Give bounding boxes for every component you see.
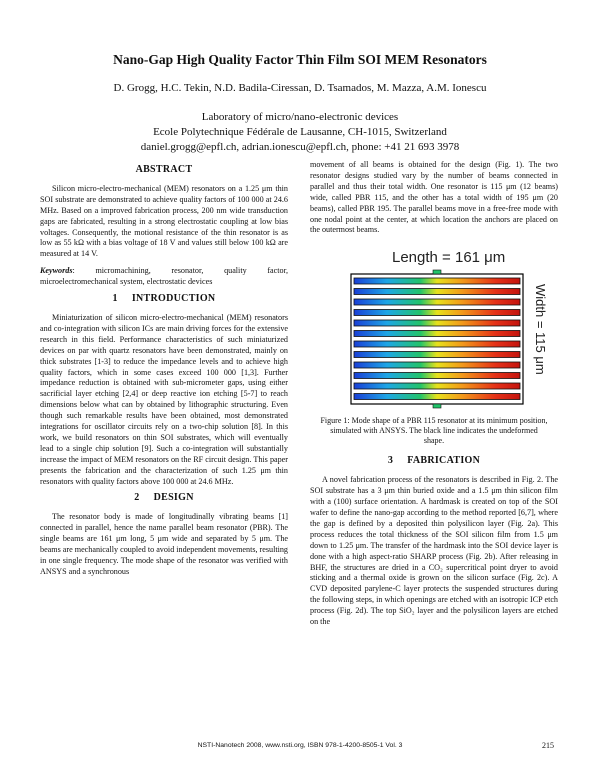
- affiliation-block: [0, 110, 600, 155]
- section-title: DESIGN: [153, 492, 194, 504]
- resonator-beam: [354, 331, 520, 337]
- anchor: [433, 270, 441, 274]
- figure-1: [310, 242, 558, 414]
- section-fabrication-heading: [310, 456, 558, 467]
- intro-text: Miniaturization of silicon micro-electro-mechanical (MEM) resonators and co-integration with silicon ICs are main driving forces for the extensive research in this field. Performance characteristics of such miniaturized devices on par with quartz resonators have been demonstrated, mainly on thick substrates [1-3] to reduce the impedance levels and to achieve high quality factors, which in some cases exceed 100 000 [1,3]. Further impedance reduction is obtained with sub-micrometer gaps, using either sacrificial layer etching [2,4] or deep reactive ion etching [5-7] to reach dimensions below what can by obtained by lithographic structuring. Even though such remarkable results have been obtained, most demonstrated integrations for oscillator circuits rely on a two-chip solution [8]. In this work, we build resonators on thin SOI substrates, which will eventually lead to a single chip solution [9]. Such a co-integration will substantially increase the impact of MEM resonators on the RF circuit design. This paper presents the fabrication and the characterization of such 1.25 μm thin resonators with quality factors above 100 000 at 24.6 MHz.: [40, 312, 288, 486]
- keywords-label: Keywords: [40, 266, 73, 276]
- resonator-beam: [354, 341, 520, 347]
- affiliation-contact: daniel.grogg@epfl.ch, adrian.ionescu@epfl.ch, phone: +41 21 693 3978: [140, 141, 460, 153]
- resonator-beam: [354, 310, 520, 316]
- resonator-beam: [354, 299, 520, 305]
- author-list: D. Grogg, H.C. Tekin, N.D. Badila-Ciressan, D. Tsamados, M. Mazza, A.M. Ionescu: [113, 82, 487, 94]
- left-column: [40, 160, 288, 584]
- resonator-beam: [354, 394, 520, 400]
- design-text: The resonator body is made of longitudinally vibrating beams [1] connected in parallel, hence the name parallel beam resonator (PBR). The single beams are 161 μm long, 5 μm wide and separated by 5 μm. The beams are mechanically coupled to avoid independent movements, resulting in one single frequency. The mode shape of the resonator was verified with ANSYS and a synchronous: [40, 512, 288, 576]
- affiliation-school: Ecole Polytechnique Fédérale de Lausanne, CH-1015, Switzerland: [153, 126, 447, 138]
- resonator-beams: [351, 270, 523, 408]
- page-number: 215: [542, 741, 554, 750]
- resonator-mode-shape-image: [310, 242, 558, 414]
- anchor: [433, 404, 441, 408]
- section-design-heading: [40, 493, 288, 504]
- section-intro-heading: [40, 294, 288, 305]
- keywords-text: : micromachining, resonator, quality factor, microelectromechanical system, electrostatic devices: [40, 266, 288, 287]
- right-column: [310, 160, 558, 634]
- length-label: Length = 161 μm: [392, 249, 506, 267]
- resonator-beam: [354, 352, 520, 358]
- design-text-continued: movement of all beams is obtained for the design (Fig. 1). The two resonator designs studied vary by the number of beams connected in parallel and thus their total width. One resonator is 115 μm (12 beams) wide, called PBR 115, and the other has a total width of 195 μm (20 beams), called PBR 195. The parallel beams move in a free-free mode with one nodal point at the center, at which location the anchors are placed on the outermost beams.: [310, 160, 558, 235]
- section-number: 3: [387, 455, 394, 467]
- abstract-heading: ABSTRACT: [135, 164, 193, 175]
- resonator-beam: [354, 320, 520, 326]
- paper-title: Nano-Gap High Quality Factor Thin Film SOI MEM Resonators: [113, 52, 487, 67]
- section-number: 2: [134, 492, 140, 504]
- resonator-beam: [354, 278, 520, 284]
- resonator-beam: [354, 373, 520, 379]
- section-title: FABRICATION: [407, 455, 481, 467]
- page-footer: NSTI-Nanotech 2008, www.nsti.org, ISBN 978-1-4200-8505-1 Vol. 3: [197, 742, 403, 749]
- section-number: 1: [112, 293, 118, 305]
- resonator-beam: [354, 383, 520, 389]
- section-title: INTRODUCTION: [131, 293, 216, 305]
- resonator-beam: [354, 289, 520, 295]
- width-label: Width = 115 μm: [533, 284, 548, 376]
- keywords: [40, 266, 288, 288]
- figure-1-caption: Figure 1: Mode shape of a PBR 115 resonator at its minimum position, simulated with ANSYS. The black line indicates the undeformed shape.: [320, 416, 548, 446]
- abstract-text: Silicon micro-electro-mechanical (MEM) resonators on a 1.25 μm thin SOI substrate are demonstrated to achieve quality factors of 100 000 at 24.6 MHz. Based on a improved fabrication process, 200 nm wide transduction gaps are fabricated, resulting in a strong electrostatic coupling at low bias voltages. Consequently, the motional resistance of the thin resonator is as low as 55 kΩ with a bias voltage of 18 V and values still below 100 kΩ are measured at 14 V.: [40, 183, 288, 259]
- resonator-beam: [354, 362, 520, 368]
- affiliation-lab: Laboratory of micro/nano-electronic devices: [201, 111, 399, 123]
- fabrication-text: A novel fabrication process of the resonators is described in Fig. 2. The SOI substrate has a 3 μm thin buried oxide and a 1.5 μm thin silicon film with a (100) surface orientation. A hardmask is created on top of the SOI wafer to define the nano-gap according to the method reported [6,7], where the gap is defined by a deposited thin polysilicon layer (Fig. 2a). This process reduces the total thickness of the SOI silicon film from 1.5 μm down to 1.25 μm. The transfer of the hardmask into the SOI device layer is done with a high aspect-ratio SHARP process (Fig. 2b). After releasing in BHF, the structures are dried in a CO₂ supercritical point dryer to avoid sticking and a thermal oxide is grown on the silicon surface (Fig. 2c). A CVD deposited parylene-C layer protects the suspended structures during the following steps, in which openings are etched with an isotropic ICP etch process (Fig. 2d). The top SiO₂ layer and the polysilicon layers are etched on the: [310, 475, 558, 627]
